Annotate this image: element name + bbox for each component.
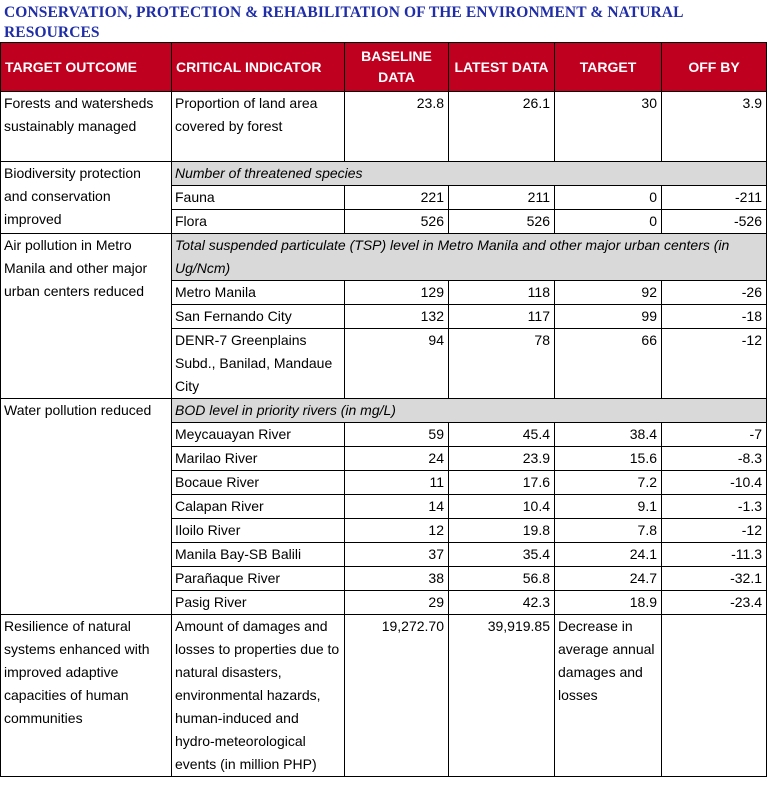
off-by-cell: -12 [662, 329, 767, 399]
latest-cell: 45.4 [449, 423, 555, 447]
item-name: Flora [172, 210, 345, 234]
indicator-table [0, 42, 767, 777]
off-by-cell: -12 [662, 519, 767, 543]
off-by-cell: -23.4 [662, 591, 767, 615]
latest-cell: 211 [449, 186, 555, 210]
item-name: Manila Bay-SB Balili [172, 543, 345, 567]
item-name: Marilao River [172, 447, 345, 471]
off-by-cell: -8.3 [662, 447, 767, 471]
item-name: DENR-7 Greenplains Subd., Banilad, Mandaue City [172, 329, 345, 399]
baseline-cell: 132 [345, 305, 449, 329]
header-latest: LATEST DATA [449, 43, 555, 92]
baseline-cell: 37 [345, 543, 449, 567]
off-by-cell: 3.9 [662, 92, 767, 162]
off-by-cell: -18 [662, 305, 767, 329]
latest-cell: 17.6 [449, 471, 555, 495]
item-name: Calapan River [172, 495, 345, 519]
target-cell: 7.2 [555, 471, 662, 495]
latest-cell: 10.4 [449, 495, 555, 519]
table-row [1, 92, 767, 162]
item-name: Parañaque River [172, 567, 345, 591]
target-cell: 0 [555, 210, 662, 234]
header-baseline: BASELINE DATA [345, 43, 449, 92]
header-target: TARGET [555, 43, 662, 92]
latest-cell: 42.3 [449, 591, 555, 615]
indicator-cell: Amount of damages and losses to properties due to natural disasters, environmental hazards, human-induced and hydro-meteorological events (in million PHP) [172, 615, 345, 777]
latest-cell: 19.8 [449, 519, 555, 543]
indicator-cell: Proportion of land area covered by forest [172, 92, 345, 162]
off-by-cell: -26 [662, 281, 767, 305]
item-name: Iloilo River [172, 519, 345, 543]
latest-cell: 35.4 [449, 543, 555, 567]
off-by-cell [662, 615, 767, 777]
target-cell: 66 [555, 329, 662, 399]
baseline-cell: 94 [345, 329, 449, 399]
outcome-cell: Water pollution reduced [1, 399, 172, 615]
target-cell: Decrease in average annual damages and losses [555, 615, 662, 777]
target-cell: 30 [555, 92, 662, 162]
table-row [1, 615, 767, 777]
item-name: Fauna [172, 186, 345, 210]
indicator-group-header: Total suspended particulate (TSP) level in Metro Manila and other major urban centers (in Ug/Ncm) [172, 234, 767, 281]
header-row [1, 43, 767, 92]
baseline-cell: 12 [345, 519, 449, 543]
outcome-cell: Forests and watersheds sustainably managed [1, 92, 172, 162]
item-name: Pasig River [172, 591, 345, 615]
outcome-cell: Biodiversity protection and conservation improved [1, 162, 172, 234]
table-row [1, 162, 767, 186]
latest-cell: 118 [449, 281, 555, 305]
off-by-cell: -10.4 [662, 471, 767, 495]
latest-cell: 39,919.85 [449, 615, 555, 777]
target-cell: 38.4 [555, 423, 662, 447]
latest-cell: 23.9 [449, 447, 555, 471]
latest-cell: 117 [449, 305, 555, 329]
header-target-outcome: TARGET OUTCOME [1, 43, 172, 92]
latest-cell: 26.1 [449, 92, 555, 162]
item-name: Metro Manila [172, 281, 345, 305]
baseline-cell: 23.8 [345, 92, 449, 162]
indicator-group-header: BOD level in priority rivers (in mg/L) [172, 399, 767, 423]
item-name: Meycauayan River [172, 423, 345, 447]
baseline-cell: 11 [345, 471, 449, 495]
target-cell: 92 [555, 281, 662, 305]
target-cell: 9.1 [555, 495, 662, 519]
off-by-cell: -1.3 [662, 495, 767, 519]
indicator-group-header: Number of threatened species [172, 162, 767, 186]
target-cell: 18.9 [555, 591, 662, 615]
latest-cell: 56.8 [449, 567, 555, 591]
off-by-cell: -211 [662, 186, 767, 210]
off-by-cell: -11.3 [662, 543, 767, 567]
target-cell: 0 [555, 186, 662, 210]
off-by-cell: -32.1 [662, 567, 767, 591]
header-off-by: OFF BY [662, 43, 767, 92]
latest-cell: 78 [449, 329, 555, 399]
baseline-cell: 526 [345, 210, 449, 234]
header-critical-indicator: CRITICAL INDICATOR [172, 43, 345, 92]
baseline-cell: 14 [345, 495, 449, 519]
target-cell: 24.7 [555, 567, 662, 591]
baseline-cell: 29 [345, 591, 449, 615]
outcome-cell: Resilience of natural systems enhanced with improved adaptive capacities of human communities [1, 615, 172, 777]
outcome-cell: Air pollution in Metro Manila and other major urban centers reduced [1, 234, 172, 399]
item-name: San Fernando City [172, 305, 345, 329]
target-cell: 24.1 [555, 543, 662, 567]
baseline-cell: 24 [345, 447, 449, 471]
item-name: Bocaue River [172, 471, 345, 495]
off-by-cell: -7 [662, 423, 767, 447]
table-row [1, 399, 767, 423]
page-title: CONSERVATION, PROTECTION & REHABILITATION OF THE ENVIRONMENT & NATURAL RESOURCES [4, 4, 683, 41]
baseline-cell: 59 [345, 423, 449, 447]
baseline-cell: 19,272.70 [345, 615, 449, 777]
latest-cell: 526 [449, 210, 555, 234]
target-cell: 7.8 [555, 519, 662, 543]
baseline-cell: 221 [345, 186, 449, 210]
target-cell: 15.6 [555, 447, 662, 471]
baseline-cell: 38 [345, 567, 449, 591]
off-by-cell: -526 [662, 210, 767, 234]
baseline-cell: 129 [345, 281, 449, 305]
target-cell: 99 [555, 305, 662, 329]
table-row [1, 234, 767, 281]
